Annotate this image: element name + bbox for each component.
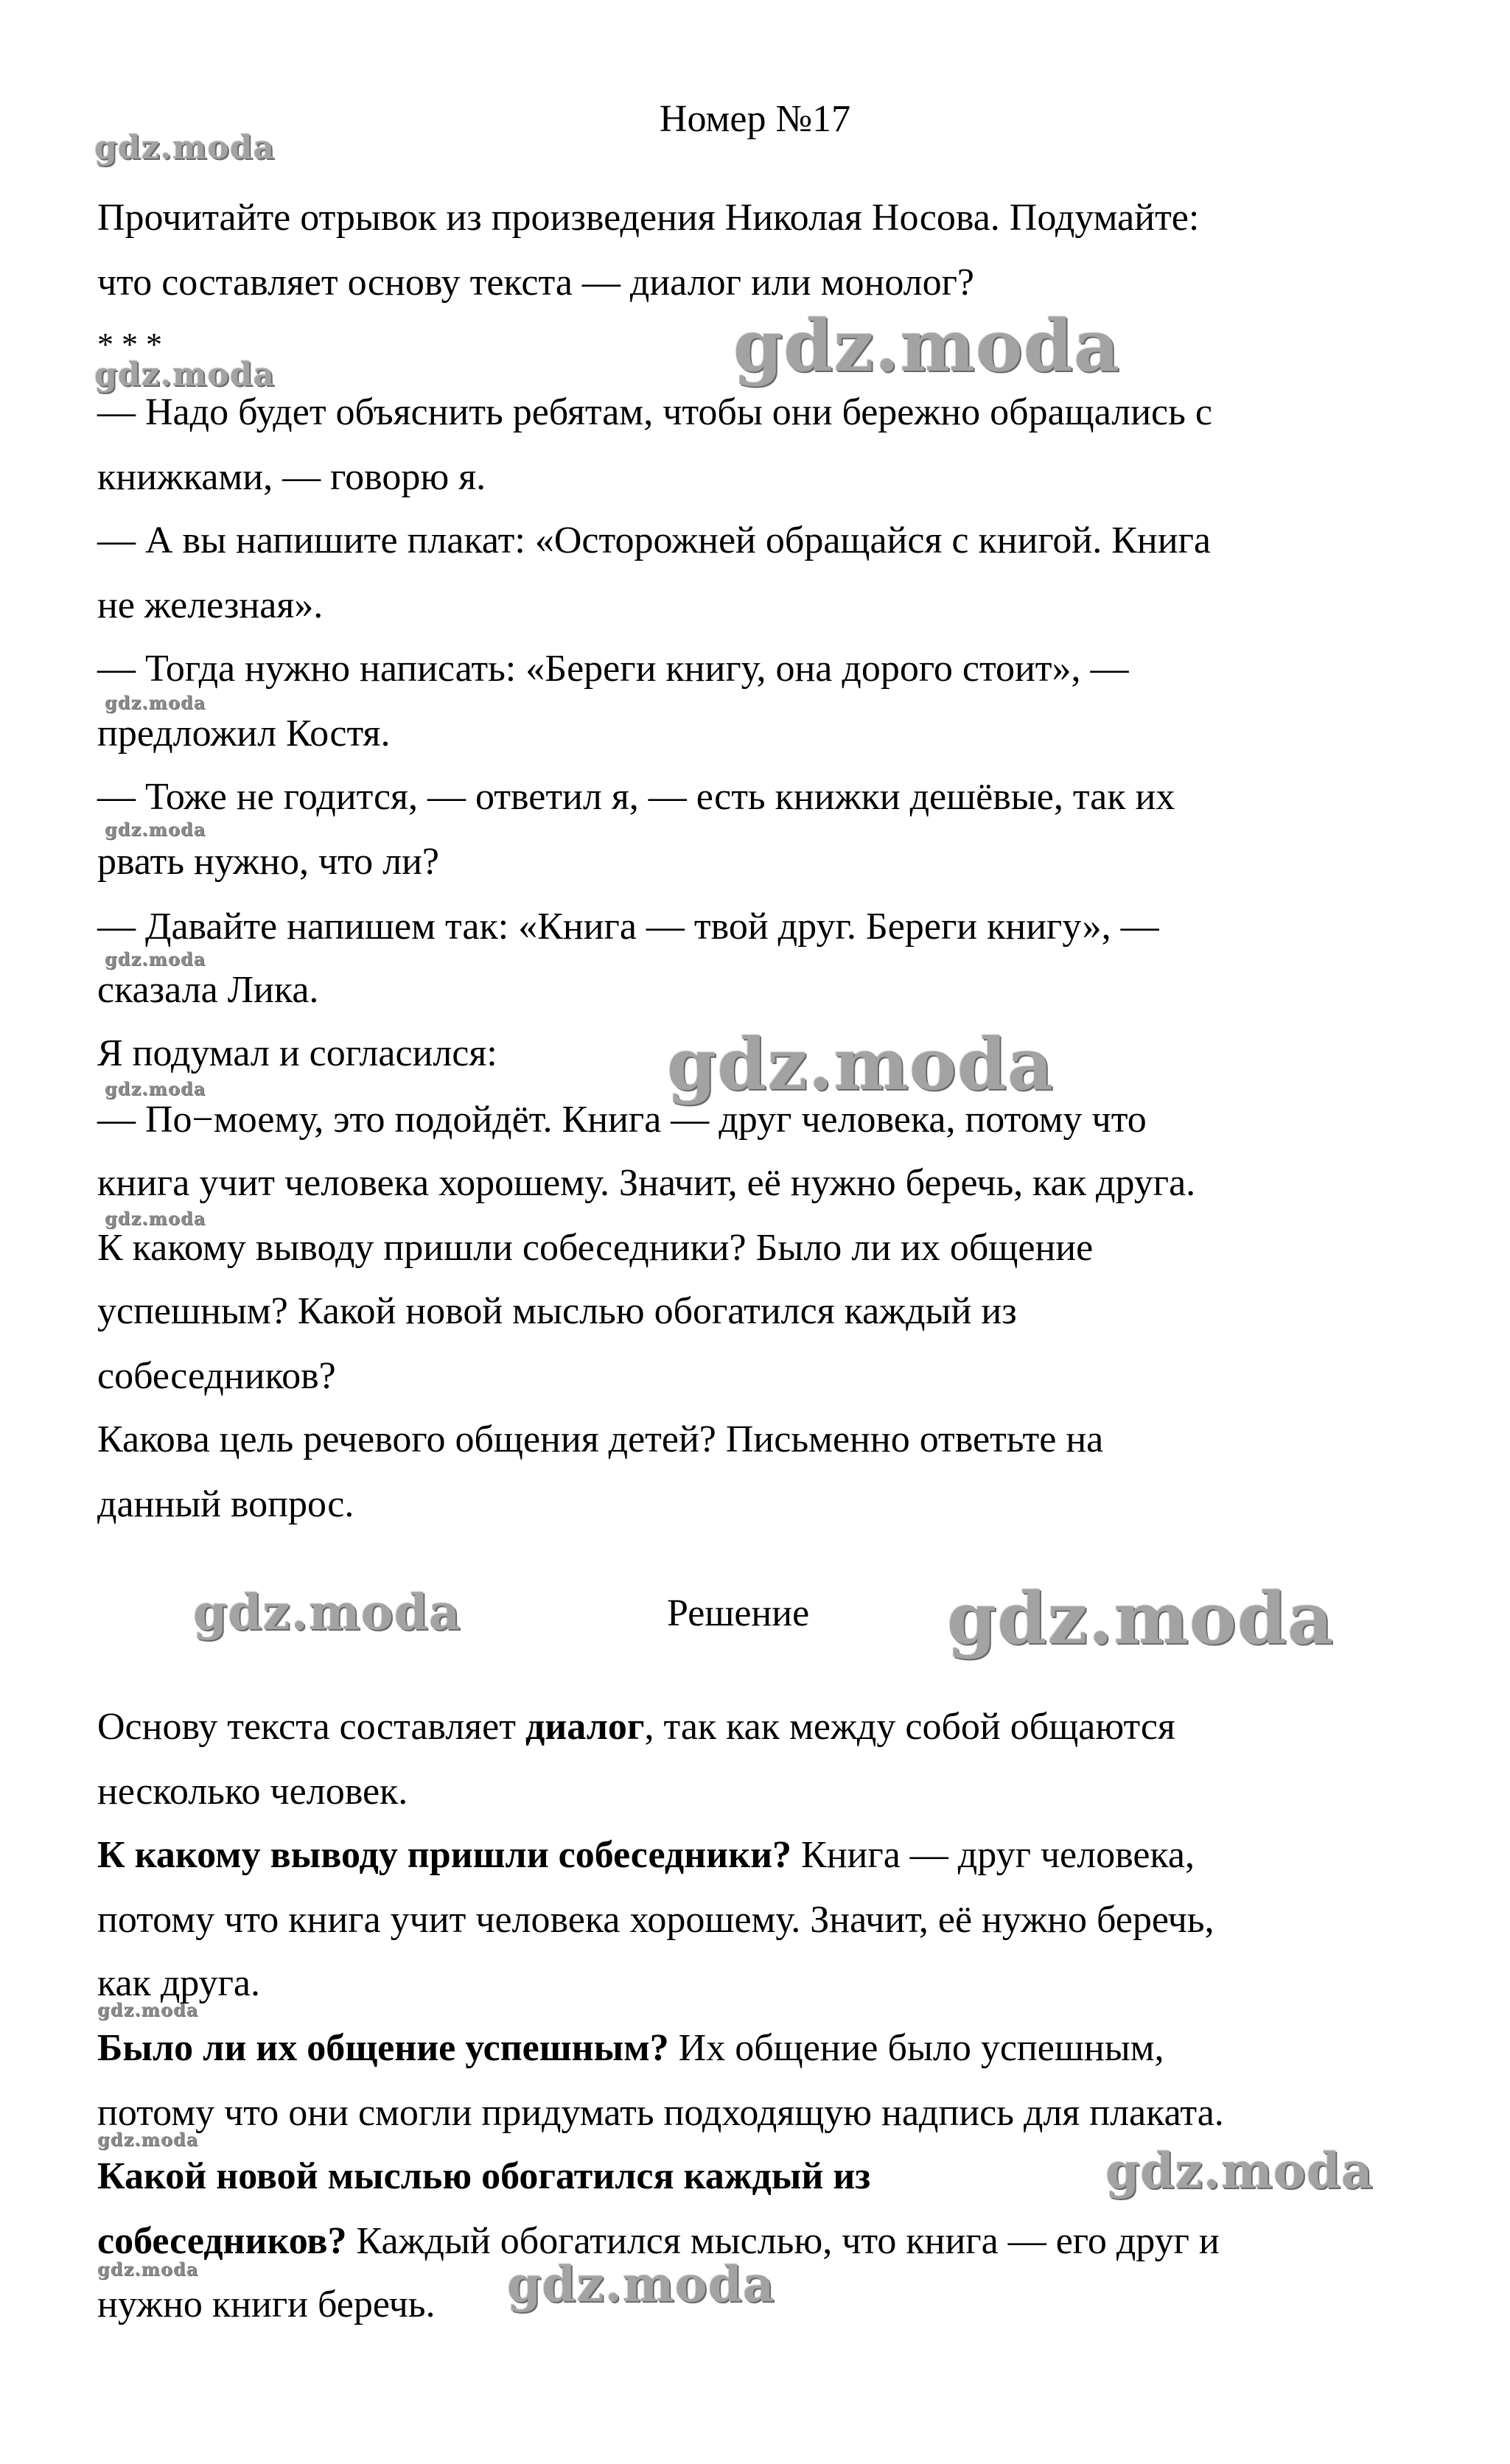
answer-1-line2: несколько человек. [97, 1771, 408, 1813]
answer-2-question: К какому выводу пришли собеседники? [97, 1834, 792, 1876]
excerpt-line: — По−моему, это подойдёт. Книга — друг человека, потому что [97, 1099, 1147, 1141]
excerpt-line: — Тоже не годится, — ответил я, — есть книжки дешёвые, так их [97, 776, 1175, 818]
answer-4-question [97, 2155, 870, 2199]
watermark-13: gdz.moda [97, 2129, 199, 2150]
answer-2-line2: потому что книга учит человека хорошему. Значит, её нужно беречь, [97, 1899, 1214, 1941]
watermark-9: gdz.moda [105, 1208, 206, 1229]
watermark-11: gdz.moda [947, 1577, 1335, 1660]
watermark-5: gdz.moda [105, 819, 206, 840]
answer-3 [97, 2026, 1164, 2071]
watermark-14: gdz.moda [1105, 2142, 1374, 2199]
answer-3-question: Было ли их общение успешным? [97, 2027, 669, 2069]
watermark-1: gdz.moda [94, 129, 276, 167]
task-line: Прочитайте отрывок из произведения Николая Носова. Подумайте: [97, 197, 1200, 239]
excerpt-line: — Тогда нужно написать: «Береги книгу, она дорого стоит», — [97, 648, 1129, 690]
excerpt-line: — Надо будет объяснить ребятам, чтобы они бережно обращались с [97, 391, 1212, 433]
answer-1 [97, 1705, 1175, 1749]
answer-1-bold: диалог [525, 1706, 645, 1748]
page-title: Номер №17 [659, 98, 851, 140]
watermark-15: gdz.moda [97, 2258, 199, 2280]
answer-2 [97, 1833, 1195, 1877]
watermark-8: gdz.moda [105, 1078, 206, 1099]
watermark-4: gdz.moda [105, 692, 206, 713]
excerpt-line: — Давайте напишем так: «Книга — твой друг. Береги книгу», — [97, 906, 1159, 948]
watermark-6: gdz.moda [105, 948, 206, 970]
watermark-3: gdz.moda [94, 356, 276, 393]
excerpt-line: книжками, — говорю я. [97, 456, 486, 498]
excerpt-line: рвать нужно, что ли? [97, 841, 439, 883]
excerpt-line: предложил Костя. [97, 713, 391, 755]
task-line: что составляет основу текста — диалог или монолог? [97, 262, 975, 304]
question-line: данный вопрос. [97, 1483, 354, 1525]
excerpt-line: не железная». [97, 584, 324, 626]
solution-heading: Решение [667, 1592, 810, 1634]
watermark-10: gdz.moda [193, 1583, 461, 1641]
watermark-7: gdz.moda [667, 1023, 1055, 1106]
question-line: собеседников? [97, 1355, 336, 1397]
answer-4-question-1: Какой новой мыслью обогатился каждый из [97, 2155, 871, 2197]
watermark-16: gdz.moda [507, 2255, 775, 2313]
section-stars: * * * [97, 326, 162, 363]
answer-2-text: Книга — друг человека, [791, 1834, 1195, 1876]
answer-1-text: Основу текста составляет [97, 1706, 525, 1748]
answer-1-text-end: , так как между собой общаются [644, 1706, 1175, 1748]
watermark-2: gdz.moda [733, 304, 1121, 388]
excerpt-line: книга учит человека хорошему. Значит, её нужно беречь, как друга. [97, 1162, 1196, 1204]
answer-4-text: Каждый обогатился мыслью, что книга — его друг и [346, 2220, 1220, 2262]
answer-4-line2: нужно книги беречь. [97, 2283, 436, 2325]
question-line: К какому выводу пришли собеседники? Было ли их общение [97, 1227, 1094, 1269]
watermark-12: gdz.moda [97, 1999, 199, 2020]
answer-3-line2: потому что они смогли придумать подходящую надпись для плаката. [97, 2092, 1224, 2134]
excerpt-line: сказала Лика. [97, 969, 319, 1011]
excerpt-line: Я подумал и согласился: [97, 1032, 497, 1074]
answer-3-text: Их общение было успешным, [668, 2027, 1164, 2069]
question-line: успешным? Какой новой мыслью обогатился каждый из [97, 1290, 1017, 1332]
answer-4 [97, 2219, 1220, 2264]
question-line: Какова цель речевого общения детей? Письменно ответьте на [97, 1418, 1104, 1460]
answer-4-question-2: собеседников? [97, 2220, 347, 2262]
excerpt-line: — А вы напишите плакат: «Осторожней обращайся с книгой. Книга [97, 519, 1211, 561]
answer-2-line3: как друга. [97, 1962, 260, 2004]
